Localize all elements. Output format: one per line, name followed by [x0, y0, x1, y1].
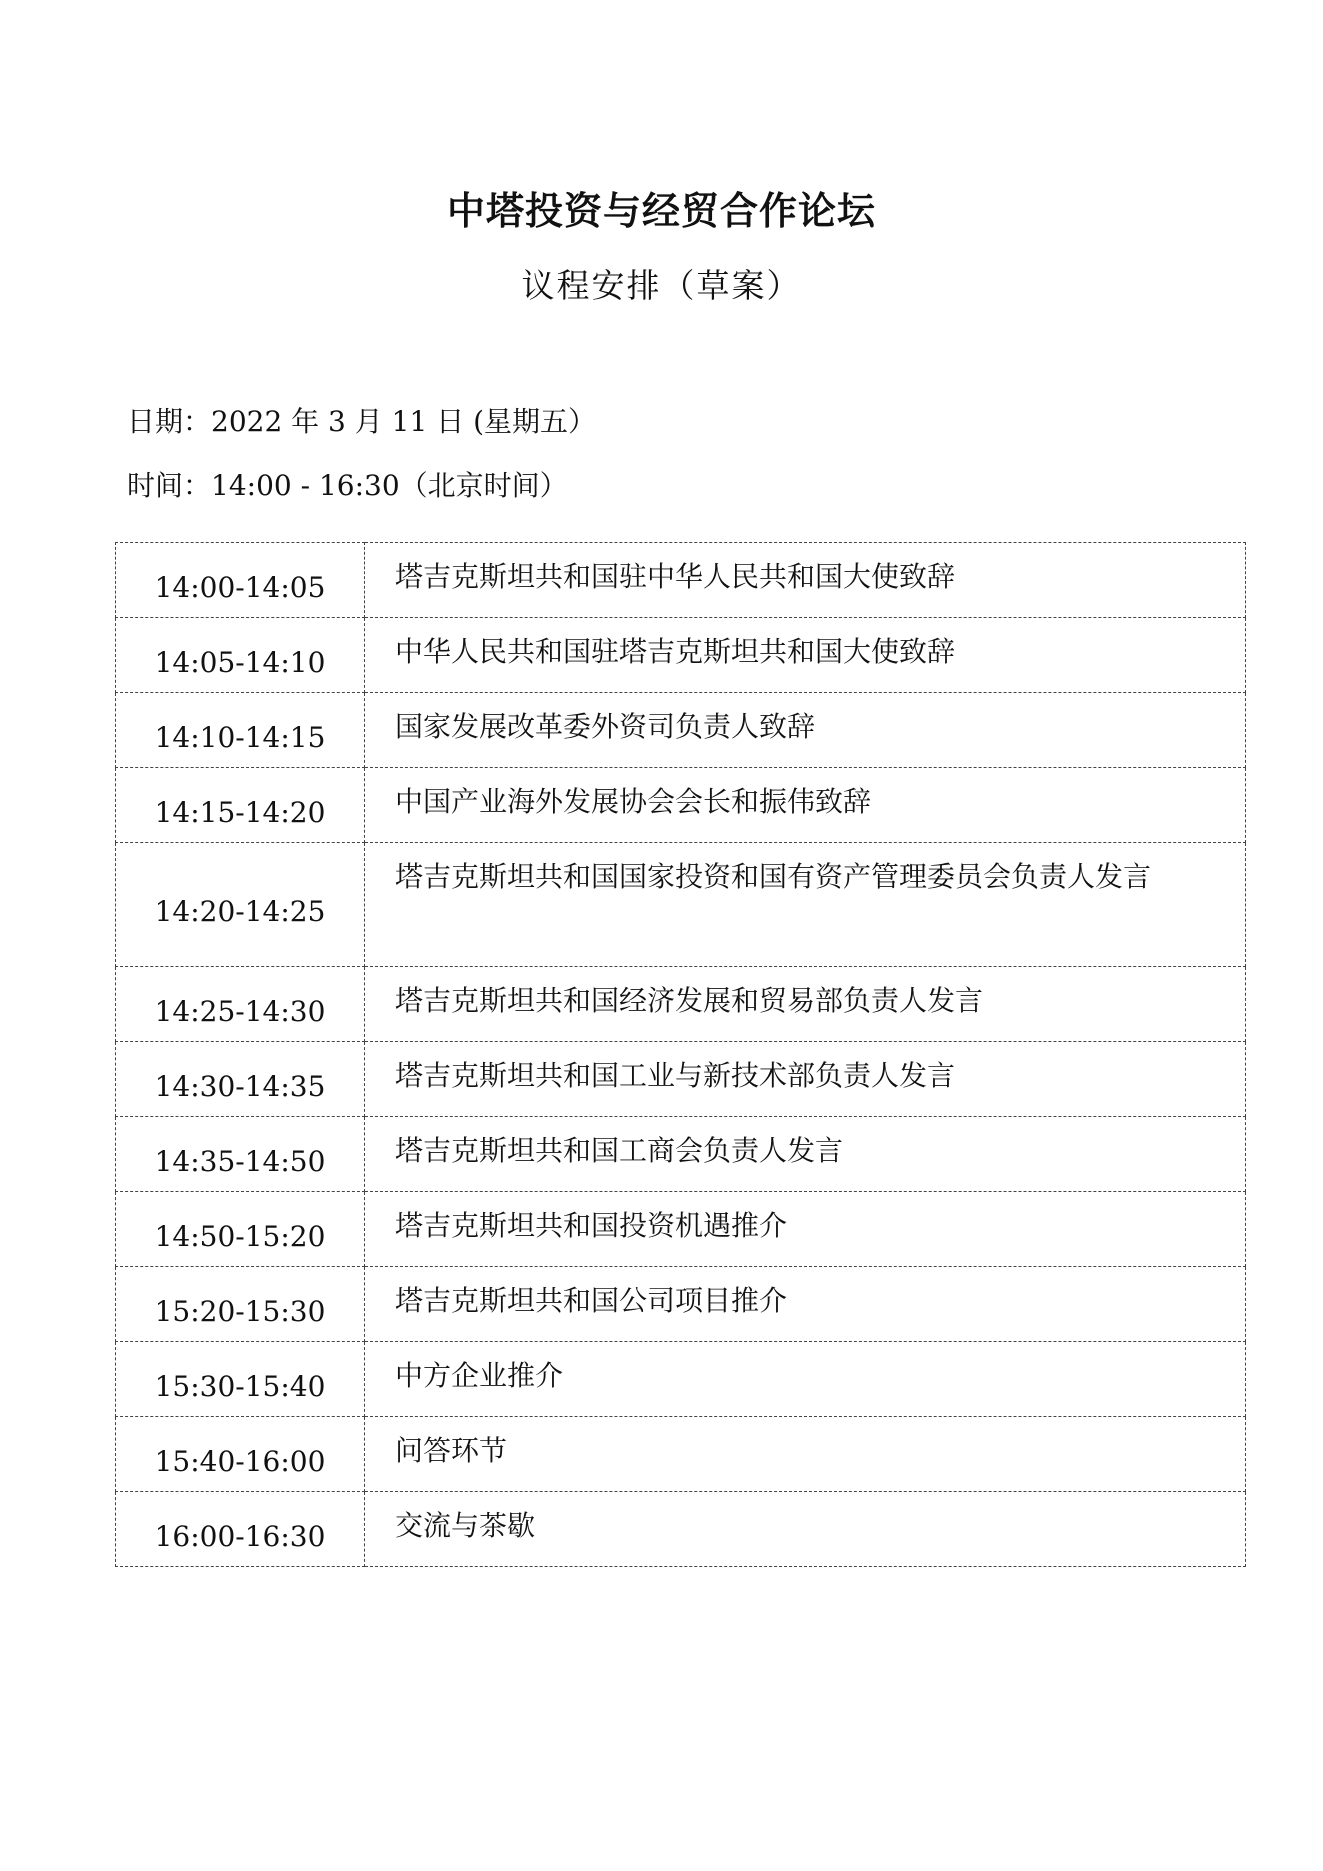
agenda-item: 中方企业推介 — [365, 1342, 1246, 1417]
agenda-time: 14:00-14:05 — [116, 543, 365, 618]
agenda-time: 14:50-15:20 — [116, 1192, 365, 1267]
agenda-row — [116, 768, 1246, 843]
agenda-row — [116, 967, 1246, 1042]
agenda-time: 14:35-14:50 — [116, 1117, 365, 1192]
agenda-item: 塔吉克斯坦共和国工商会负责人发言 — [365, 1117, 1246, 1192]
agenda-item: 国家发展改革委外资司负责人致辞 — [365, 693, 1246, 768]
agenda-time: 14:25-14:30 — [116, 967, 365, 1042]
agenda-time: 14:10-14:15 — [116, 693, 365, 768]
agenda-item: 问答环节 — [365, 1417, 1246, 1492]
agenda-item: 中国产业海外发展协会会长和振伟致辞 — [365, 768, 1246, 843]
agenda-row — [116, 543, 1246, 618]
agenda-item: 塔吉克斯坦共和国投资机遇推介 — [365, 1192, 1246, 1267]
agenda-row — [116, 1417, 1246, 1492]
agenda-row — [116, 1117, 1246, 1192]
agenda-table — [115, 542, 1246, 1567]
agenda-time: 15:40-16:00 — [116, 1417, 365, 1492]
agenda-item: 塔吉克斯坦共和国工业与新技术部负责人发言 — [365, 1042, 1246, 1117]
agenda-time: 14:05-14:10 — [116, 618, 365, 693]
agenda-row — [116, 693, 1246, 768]
agenda-row — [116, 618, 1246, 693]
agenda-item: 交流与茶歇 — [365, 1492, 1246, 1567]
agenda-item: 塔吉克斯坦共和国国家投资和国有资产管理委员会负责人发言 — [365, 843, 1246, 967]
date-line: 日期：2022 年 3 月 11 日 (星期五） — [127, 405, 597, 438]
agenda-time: 15:30-15:40 — [116, 1342, 365, 1417]
agenda-item: 中华人民共和国驻塔吉克斯坦共和国大使致辞 — [365, 618, 1246, 693]
agenda-row — [116, 1042, 1246, 1117]
agenda-item: 塔吉克斯坦共和国驻中华人民共和国大使致辞 — [365, 543, 1246, 618]
agenda-item: 塔吉克斯坦共和国公司项目推介 — [365, 1267, 1246, 1342]
time-line: 时间：14:00 - 16:30（北京时间） — [127, 469, 568, 502]
agenda-row — [116, 1342, 1246, 1417]
document-title: 中塔投资与经贸合作论坛 — [446, 189, 876, 233]
agenda-row — [116, 1492, 1246, 1567]
agenda-row — [116, 843, 1246, 967]
agenda-time: 14:30-14:35 — [116, 1042, 365, 1117]
agenda-item: 塔吉克斯坦共和国经济发展和贸易部负责人发言 — [365, 967, 1246, 1042]
agenda-row — [116, 1192, 1246, 1267]
document-subtitle: 议程安排（草案） — [521, 266, 802, 305]
agenda-time: 14:20-14:25 — [116, 843, 365, 967]
agenda-time: 15:20-15:30 — [116, 1267, 365, 1342]
agenda-time: 16:00-16:30 — [116, 1492, 365, 1567]
agenda-row — [116, 1267, 1246, 1342]
agenda-time: 14:15-14:20 — [116, 768, 365, 843]
